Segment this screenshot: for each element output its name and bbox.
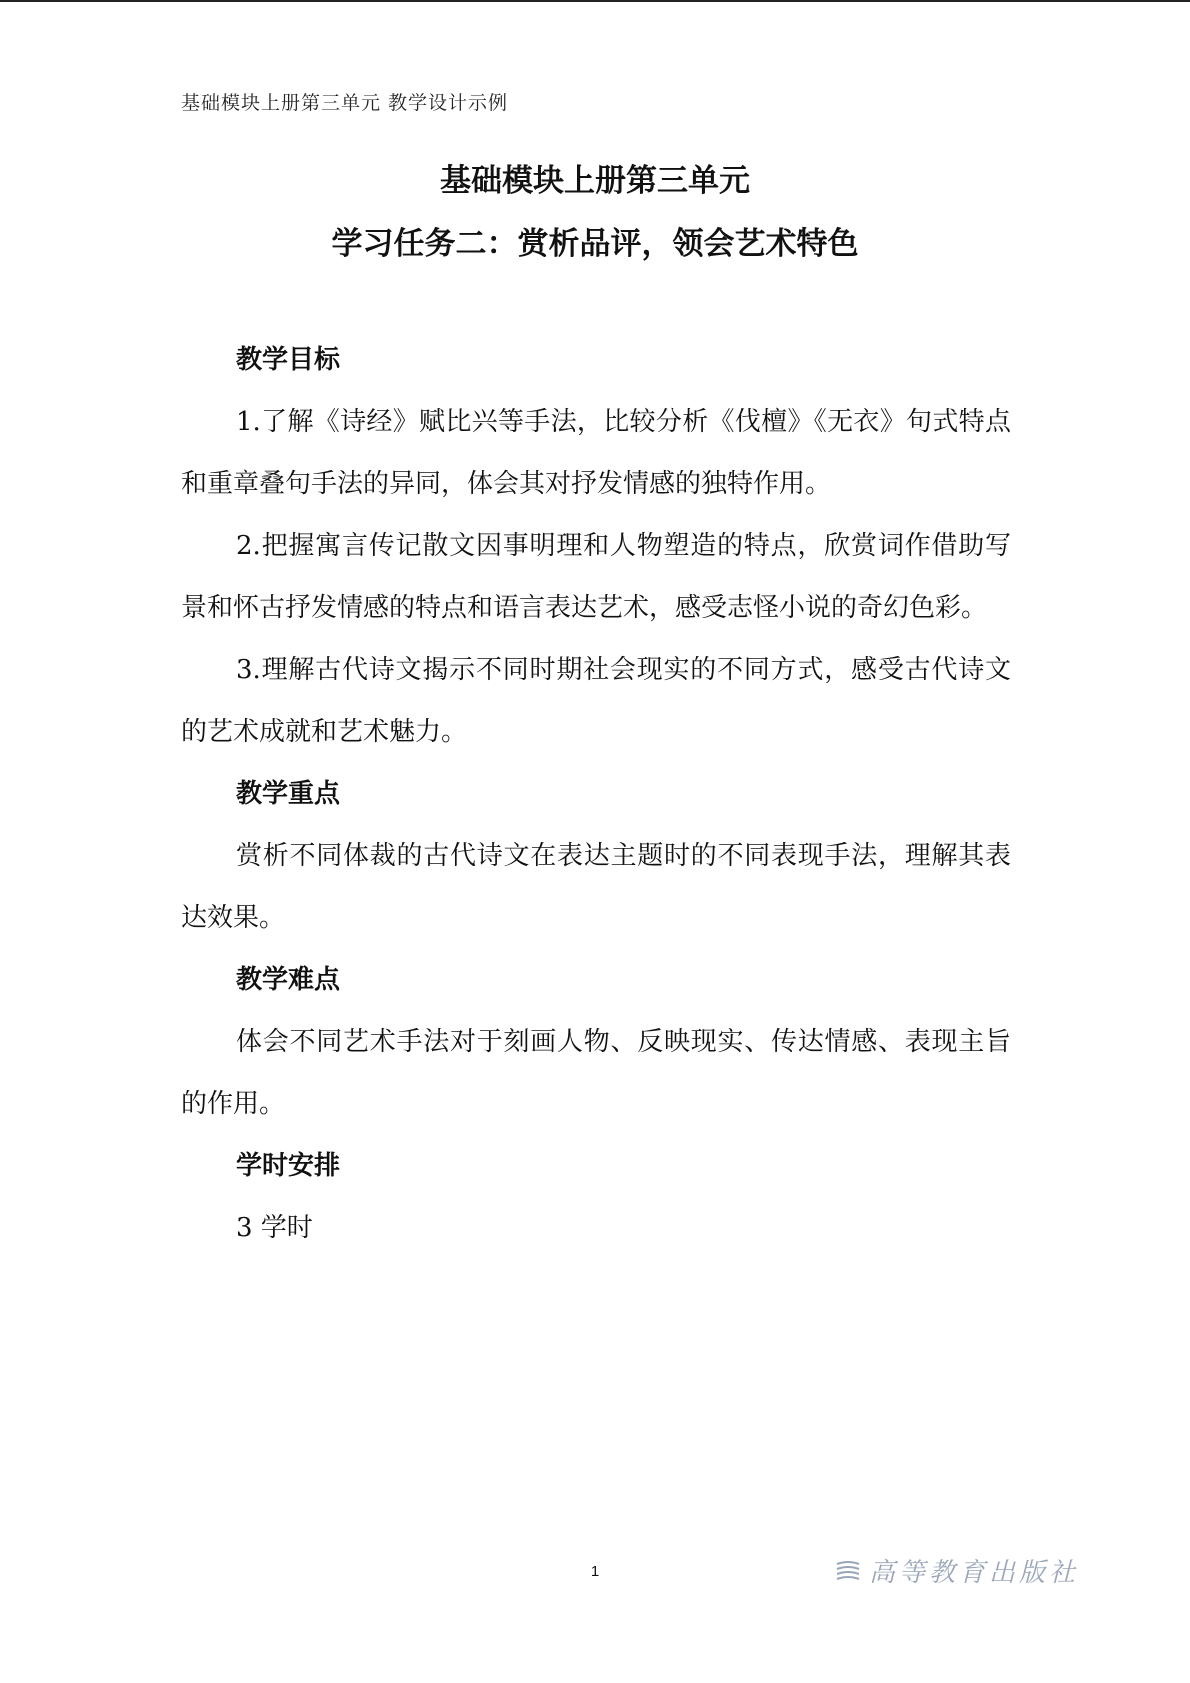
- page-number: 1: [590, 1563, 600, 1580]
- publisher-mark: [835, 1552, 1079, 1589]
- difficulties-text: 体会不同艺术手法对于刻画人物、反映现实、传达情感、表现主旨的作用。: [181, 1027, 1011, 1119]
- publisher-name: 高等教育出版社: [869, 1558, 1080, 1588]
- objective-item: 2.把握寓言传记散文因事明理和人物塑造的特点，欣赏词作借助写景和怀古抒发情感的特点和语言表达艺术，感受志怪小说的奇幻色彩。: [181, 531, 1011, 623]
- objective-item: 3.理解古代诗文揭示不同时期社会现实的不同方式，感受古代诗文的艺术成就和艺术魅力。: [181, 655, 1011, 747]
- document-body: [181, 340, 1011, 1270]
- document-subtitle: 学习任务二：赏析品评，领会艺术特色: [331, 226, 859, 262]
- section-heading-schedule: 学时安排: [236, 1151, 341, 1181]
- publisher-logo-icon: [835, 1560, 861, 1582]
- key-points-text: 赏析不同体裁的古代诗文在表达主题时的不同表现手法，理解其表达效果。: [181, 841, 1011, 933]
- schedule-text: 3 学时: [236, 1213, 313, 1243]
- section-heading-difficulties: 教学难点: [236, 965, 341, 995]
- document-title: 基础模块上册第三单元: [440, 163, 750, 199]
- section-heading-objectives: 教学目标: [236, 345, 341, 375]
- top-border: [0, 0, 1190, 2]
- section-heading-key-points: 教学重点: [236, 779, 341, 809]
- running-header: 基础模块上册第三单元 教学设计示例: [181, 92, 509, 114]
- objective-item: 1.了解《诗经》赋比兴等手法，比较分析《伐檀》《无衣》句式特点和重章叠句手法的异同，体会其对抒发情感的独特作用。: [181, 407, 1011, 499]
